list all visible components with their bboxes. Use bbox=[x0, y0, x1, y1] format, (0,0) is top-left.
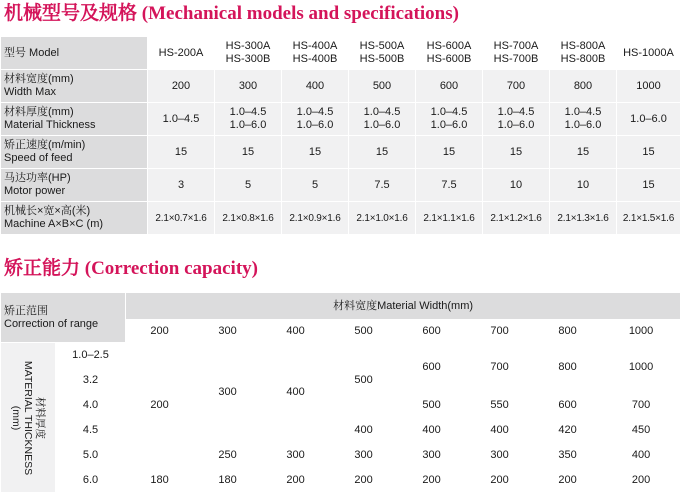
spec-cell-line: 1.0–4.5 bbox=[363, 106, 401, 118]
spec-cell bbox=[617, 202, 680, 235]
spec-cell-line: 2.1×0.8×1.6 bbox=[222, 212, 274, 224]
spec-cell-line: HS-600A bbox=[426, 40, 472, 52]
spec-row-label bbox=[1, 202, 148, 235]
spec-cell bbox=[483, 169, 550, 202]
thickness-label: 1.0–2.5 bbox=[56, 343, 126, 368]
spec-cell bbox=[148, 169, 215, 202]
capacity-cell: 200 bbox=[262, 468, 330, 493]
correction-range-label-line: Correction of range bbox=[4, 317, 99, 330]
spec-cell bbox=[148, 70, 215, 103]
spec-row-label-line: 材料宽度(mm) bbox=[4, 73, 74, 85]
spec-cell bbox=[617, 37, 680, 70]
spec-cell-line: 1.0–4.5 bbox=[296, 106, 334, 118]
correction-range-label-line: 矫正范围 bbox=[4, 304, 48, 317]
spec-cell-line: 15 bbox=[642, 178, 655, 191]
spec-cell bbox=[282, 70, 349, 103]
width-header: 500 bbox=[330, 320, 398, 343]
capacity-cell: 400 bbox=[398, 418, 466, 443]
width-header: 300 bbox=[194, 320, 262, 343]
spec-cell bbox=[550, 103, 617, 136]
spec-cell-line: HS-300B bbox=[225, 53, 271, 65]
spec-cell bbox=[215, 103, 282, 136]
thickness-label: 5.0 bbox=[56, 443, 126, 468]
material-thickness-wrap bbox=[1, 343, 55, 492]
capacity-cell: 200 bbox=[466, 468, 534, 493]
capacity-cell: 1000 bbox=[602, 343, 680, 393]
spec-row bbox=[1, 103, 680, 136]
spec-row-label-line: 机械长×宽×高(米) bbox=[4, 205, 91, 217]
spec-cell bbox=[483, 70, 550, 103]
spec-cell bbox=[416, 70, 483, 103]
material-thickness-line: 材料厚度 bbox=[34, 396, 46, 439]
spec-row-label bbox=[1, 136, 148, 169]
spec-cell-line: HS-1000A bbox=[623, 46, 674, 59]
spec-cell bbox=[282, 169, 349, 202]
spec-cell-line: HS-800B bbox=[560, 53, 606, 65]
spec-row-label-line: 材料厚度(mm) bbox=[4, 106, 74, 118]
spec-cell bbox=[416, 169, 483, 202]
spec-cell-line: 1.0–4.5 bbox=[162, 112, 200, 125]
material-thickness-line: MATERIAL THICKNESS bbox=[22, 360, 34, 475]
spec-cell-line: HS-700B bbox=[493, 53, 539, 65]
capacity-cell: 600 bbox=[534, 393, 602, 418]
spec-cell-line: 5 bbox=[244, 178, 252, 191]
spec-cell bbox=[349, 202, 416, 235]
material-thickness-text bbox=[10, 360, 46, 474]
capacity-cell: 300 bbox=[466, 443, 534, 468]
capacity-cell: 200 bbox=[126, 343, 194, 468]
spec-cell-line: 1.0–4.5 bbox=[497, 106, 535, 118]
capacity-cell: 300 bbox=[398, 443, 466, 468]
spec-row-label-line: Material Thickness bbox=[4, 119, 96, 131]
correction-row bbox=[1, 343, 680, 368]
spec-cell-line: HS-700A bbox=[493, 40, 539, 52]
spec-cell-line: 2.1×1.3×1.6 bbox=[557, 212, 609, 224]
spec-cell-line: 500 bbox=[372, 79, 392, 92]
spec-cell-line: 5 bbox=[311, 178, 319, 191]
spec-cell bbox=[483, 37, 550, 70]
spec-cell-line: 1.0–4.5 bbox=[564, 106, 602, 118]
spec-cell bbox=[550, 70, 617, 103]
spec-cell bbox=[617, 70, 680, 103]
capacity-cell: 400 bbox=[466, 418, 534, 443]
spec-cell bbox=[282, 202, 349, 235]
correction-row bbox=[1, 418, 680, 443]
spec-cell-line: 15 bbox=[509, 145, 523, 158]
spec-cell-line: HS-500A bbox=[359, 40, 405, 52]
spec-cell bbox=[215, 202, 282, 235]
spec-cell bbox=[416, 37, 483, 70]
correction-row bbox=[1, 468, 680, 493]
spec-cell-line: HS-600B bbox=[426, 53, 472, 65]
spec-cell bbox=[416, 103, 483, 136]
capacity-cell: 400 bbox=[330, 418, 398, 443]
correction-section-title: 矫正能力 (Correction capacity) bbox=[4, 258, 258, 279]
spec-cell bbox=[617, 103, 680, 136]
spec-cell bbox=[349, 103, 416, 136]
correction-row bbox=[1, 443, 680, 468]
spec-row bbox=[1, 202, 680, 235]
width-header: 600 bbox=[398, 320, 466, 343]
thickness-label: 4.5 bbox=[56, 418, 126, 443]
spec-cell bbox=[483, 202, 550, 235]
capacity-cell: 600 bbox=[398, 343, 466, 393]
spec-cell bbox=[282, 136, 349, 169]
spec-cell bbox=[148, 37, 215, 70]
width-header: 1000 bbox=[602, 320, 680, 343]
spec-cell-line: 10 bbox=[509, 178, 523, 191]
spec-cell bbox=[148, 103, 215, 136]
spec-cell bbox=[617, 169, 680, 202]
spec-cell-line: 1.0–6.0 bbox=[564, 119, 602, 131]
spec-cell bbox=[550, 202, 617, 235]
capacity-cell: 200 bbox=[398, 468, 466, 493]
spec-cell bbox=[483, 136, 550, 169]
thickness-label: 6.0 bbox=[56, 468, 126, 493]
material-thickness-label bbox=[1, 343, 56, 493]
spec-cell-line: 3 bbox=[177, 178, 185, 191]
spec-cell bbox=[550, 37, 617, 70]
spec-cell-line: 15 bbox=[642, 145, 655, 158]
spec-cell-line: 1.0–6.0 bbox=[296, 119, 334, 131]
spec-cell bbox=[215, 37, 282, 70]
spec-cell-line: HS-400B bbox=[292, 53, 338, 65]
capacity-cell: 450 bbox=[602, 418, 680, 443]
spec-row-label bbox=[1, 37, 148, 70]
width-header: 700 bbox=[466, 320, 534, 343]
spec-cell-line: HS-300A bbox=[225, 40, 271, 52]
spec-cell-line: 15 bbox=[174, 145, 188, 158]
capacity-cell: 250 bbox=[194, 443, 262, 468]
spec-cell-line: 15 bbox=[241, 145, 255, 158]
correction-table bbox=[0, 292, 680, 493]
spec-cell-line: 800 bbox=[573, 79, 593, 92]
spec-row-label bbox=[1, 169, 148, 202]
correction-range-label bbox=[1, 293, 126, 343]
spec-cell bbox=[215, 169, 282, 202]
correction-header-row bbox=[1, 293, 680, 320]
spec-cell-line: 15 bbox=[308, 145, 322, 158]
spec-cell bbox=[349, 37, 416, 70]
spec-cell-line: 400 bbox=[305, 79, 325, 92]
capacity-cell: 300 bbox=[194, 343, 262, 443]
spec-cell bbox=[148, 202, 215, 235]
spec-cell bbox=[282, 37, 349, 70]
spec-cell bbox=[416, 202, 483, 235]
capacity-cell: 300 bbox=[262, 443, 330, 468]
spec-cell-line: HS-800A bbox=[560, 40, 606, 52]
spec-row bbox=[1, 136, 680, 169]
capacity-cell: 350 bbox=[534, 443, 602, 468]
spec-cell-line: 15 bbox=[576, 145, 590, 158]
spec-cell-line: 1000 bbox=[636, 79, 661, 92]
capacity-cell: 200 bbox=[602, 468, 680, 493]
spec-cell-line: 7.5 bbox=[374, 178, 390, 191]
material-width-label: 材料宽度Material Width(mm) bbox=[126, 293, 680, 320]
spec-row-label bbox=[1, 70, 148, 103]
spec-cell-line: 600 bbox=[439, 79, 459, 92]
spec-cell-line: 15 bbox=[442, 145, 456, 158]
spec-row bbox=[1, 37, 680, 70]
spec-table bbox=[0, 36, 680, 235]
capacity-cell: 500 bbox=[330, 343, 398, 418]
spec-section-title: 机械型号及规格 (Mechanical models and specifications) bbox=[4, 3, 459, 24]
width-header: 800 bbox=[534, 320, 602, 343]
thickness-label: 3.2 bbox=[56, 368, 126, 393]
capacity-cell: 400 bbox=[602, 443, 680, 468]
spec-cell-line: HS-200A bbox=[158, 46, 204, 59]
spec-cell-line: 2.1×1.2×1.6 bbox=[490, 212, 542, 224]
capacity-cell: 300 bbox=[330, 443, 398, 468]
spec-cell-line: 1.0–6.0 bbox=[630, 112, 667, 125]
width-header: 200 bbox=[126, 320, 194, 343]
spec-cell-line: 1.0–6.0 bbox=[497, 119, 535, 131]
spec-cell bbox=[349, 70, 416, 103]
spec-row bbox=[1, 169, 680, 202]
spec-cell-line: 1.0–4.5 bbox=[229, 106, 267, 118]
spec-cell-line: 7.5 bbox=[441, 178, 457, 191]
capacity-cell: 420 bbox=[534, 418, 602, 443]
width-header: 400 bbox=[262, 320, 330, 343]
spec-cell-line: 200 bbox=[171, 79, 191, 92]
material-thickness-line: (mm) bbox=[10, 405, 22, 430]
spec-cell-line: 2.1×0.7×1.6 bbox=[155, 212, 207, 224]
spec-cell-line: HS-400A bbox=[292, 40, 338, 52]
spec-row bbox=[1, 70, 680, 103]
capacity-cell: 700 bbox=[602, 393, 680, 418]
spec-cell bbox=[617, 136, 680, 169]
spec-cell bbox=[550, 136, 617, 169]
spec-row-label-line: 型号 Model bbox=[4, 46, 60, 59]
spec-cell-line: 1.0–6.0 bbox=[229, 119, 267, 131]
spec-cell-line: 1.0–4.5 bbox=[430, 106, 468, 118]
capacity-cell: 550 bbox=[466, 393, 534, 418]
spec-cell bbox=[282, 103, 349, 136]
spec-cell-line: 700 bbox=[506, 79, 526, 92]
spec-row-label bbox=[1, 103, 148, 136]
spec-cell bbox=[148, 136, 215, 169]
spec-cell-line: 1.0–6.0 bbox=[363, 119, 401, 131]
spec-cell-line: 10 bbox=[576, 178, 590, 191]
capacity-cell: 800 bbox=[534, 343, 602, 393]
spec-cell bbox=[215, 136, 282, 169]
spec-cell-line: 15 bbox=[375, 145, 389, 158]
thickness-label: 4.0 bbox=[56, 393, 126, 418]
spec-cell-line: 1.0–6.0 bbox=[430, 119, 468, 131]
capacity-cell: 700 bbox=[466, 343, 534, 393]
capacity-cell: 180 bbox=[126, 468, 194, 493]
spec-row-label-line: Speed of feed bbox=[4, 152, 73, 164]
spec-cell bbox=[550, 169, 617, 202]
capacity-cell: 180 bbox=[194, 468, 262, 493]
capacity-cell: 400 bbox=[262, 343, 330, 443]
spec-cell-line: 300 bbox=[238, 79, 258, 92]
spec-cell-line: 2.1×1.0×1.6 bbox=[356, 212, 408, 224]
capacity-cell: 200 bbox=[534, 468, 602, 493]
spec-cell bbox=[349, 136, 416, 169]
spec-cell-line: 2.1×0.9×1.6 bbox=[289, 212, 341, 224]
spec-cell-line: 2.1×1.1×1.6 bbox=[423, 212, 475, 224]
spec-cell bbox=[416, 136, 483, 169]
capacity-cell: 200 bbox=[330, 468, 398, 493]
spec-row-label-line: Width Max bbox=[4, 86, 56, 98]
spec-row-label-line: 马达功率(HP) bbox=[4, 172, 71, 184]
spec-cell bbox=[483, 103, 550, 136]
capacity-cell: 500 bbox=[398, 393, 466, 418]
spec-row-label-line: Machine A×B×C (m) bbox=[4, 218, 104, 230]
spec-row-label-line: Motor power bbox=[4, 185, 66, 197]
spec-cell bbox=[349, 169, 416, 202]
spec-cell-line: HS-500B bbox=[359, 53, 405, 65]
spec-row-label-line: 矫正速度(m/min) bbox=[4, 139, 86, 151]
spec-cell bbox=[215, 70, 282, 103]
spec-cell-line: 2.1×1.5×1.6 bbox=[622, 212, 675, 224]
